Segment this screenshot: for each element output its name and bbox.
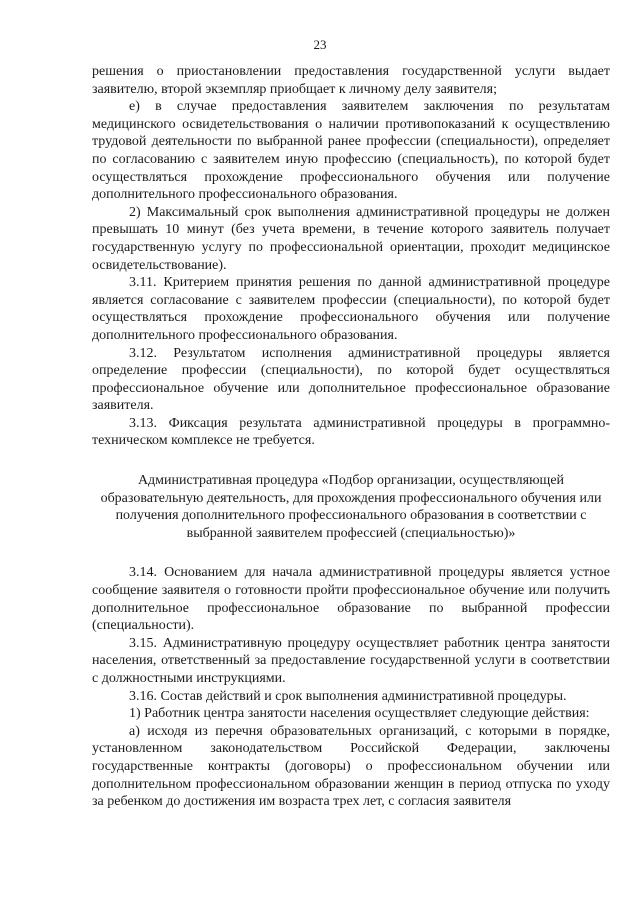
paragraph-3-15: 3.15. Административную процедуру осуществляет работник центра занятости населения, ответственный за предоставление государственной услуги в соответствии с должностными инструкциями. <box>92 635 610 686</box>
paragraph-3-14: 3.14. Основанием для начала административной процедуры является устное сообщение заявителя о готовности пройти профессиональное обучение или получить дополнительное профессиональное образование по выбранной профессии (специальности). <box>92 565 610 634</box>
paragraph-3-16: 3.16. Состав действий и срок выполнения административной процедуры. <box>129 688 567 704</box>
document-body <box>92 63 610 811</box>
section-heading: Административная процедура «Подбор организации, осуществляющей образовательную деятельность, для прохождения профессионального обучения или получения дополнительного профессионального образования в соответствии с выбранной заявителем профессией (специальностью)» <box>100 473 602 541</box>
paragraph-3-11: 3.11. Критерием принятия решения по данной административной процедуре является согласование с заявителем профессии (специальности), по которой будет осуществляться прохождение профессионального обучения или получение дополнительного профессионального образования. <box>92 275 610 343</box>
paragraph-actions-intro: 1) Работник центра занятости населения осуществляет следующие действия: <box>129 706 590 722</box>
paragraph-3-12: 3.12. Результатом исполнения административной процедуры является определение профессии (специальности), по которой будет осуществляться профессиональное обучение или дополнительное профессиональное образование заявителя. <box>92 345 610 414</box>
page-number: 23 <box>313 37 327 52</box>
paragraph-max-duration: 2) Максимальный срок выполнения административной процедуры не должен превышать 10 минут (без учета времени, в течение которого заявитель получает государственную услугу по профессиональной ориентации, проходит медицинское освидетельствование). <box>92 204 610 273</box>
paragraph-item-e: е) в случае предоставления заявителем заключения по результатам медицинского освидетельствования о наличии противопоказаний к осуществлению трудовой деятельности по выбранной ранее профессии (специальности), определяет по согласованию с заявителем иную профессию (специальность), по которой будет осуществляться прохождение профессионального обучения или получение дополнительного профессионального образования. <box>92 99 610 203</box>
paragraph-item-a: а) исходя из перечня образовательных организаций, с которыми в порядке, установленном законодательством Российской Федерации, заключены государственные контракты (договоры) о профессиональном обучении или дополнительном профессиональном образовании женщин в период отпуска по уходу за ребенком до достижения им возраста трех лет, с согласия заявителя <box>92 723 610 810</box>
paragraph-3-13: 3.13. Фиксация результата административной процедуры в программно-техническом комплексе не требуется. <box>92 415 610 449</box>
paragraph-continuation: решения о приостановлении предоставления государственной услуги выдает заявителю, второй экземпляр приобщает к личному делу заявителя; <box>92 64 610 97</box>
